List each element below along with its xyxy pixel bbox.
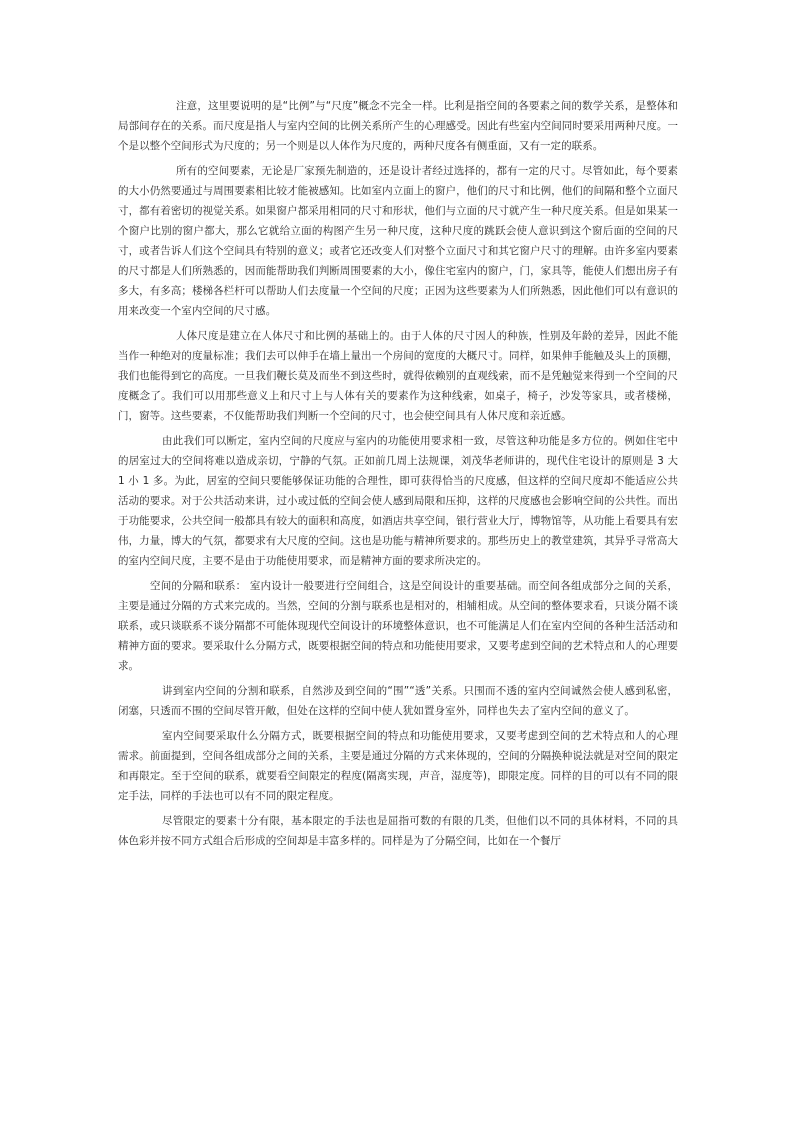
paragraph-proportion-vs-scale: 注意，这里要说明的是“比例”与“尺度”概念不完全一样。比利是指空间的各要素之间的数学关系，是整体和局部间存在的关系。而尺度是指人与室内空间的比例关系所产生的心理感受。因此有些室内空间同时要采用两种尺度。一个是以整个空间形式为尺度的；另一个则是以人体作为尺度的，两种尺度各有侧重面，又有一定的联系。 xyxy=(118,100,678,152)
paragraph-separation-and-connection: 空间的分隔和联系： 室内设计一般要进行空间组合，这是空间设计的重要基础。而空间各组成部分之间的关系，主要是通过分隔的方式来完成的。当然，空间的分割与联系也是相对的，相辅相成。从空间的整体要求看，只谈分隔不谈联系，或只谈联系不谈分隔都不可能体现现代空间设计的环境整体意识，也不可能满足人们在室内空间的各种生活活动和精神方面的要求。要采取什么分隔方式，既要根据空间的特点和功能使用要求，又要考虑到空间的艺术特点和人的心理要求。 xyxy=(118,580,678,672)
paragraph-spatial-elements: 所有的空间要素，无论是厂家预先制造的，还是设计者经过选择的，都有一定的尺寸。尽管如此，每个要素的大小仍然要通过与周围要素相比较才能被感知。比如室内立面上的窗户，他们的尺寸和比例，他们的间隔和整个立面尺寸，都有着密切的视觉关系。如果窗户都采用相同的尺寸和形状，他们与立面的尺寸就产生一种尺度关系。但是如果某一个窗户比别的窗户都大，那么它就给立面的构图产生另一种尺度，这种尺度的跳跃会使人意识到这个窗后面的空间的尺寸，或者告诉人们这个空间具有特别的意义；或者它还改变人们对整个立面尺寸和其它窗户尺寸的理解。由许多室内要素的尺寸都是人们所熟悉的，因而能帮助我们判断周围要素的大小，像住宅室内的窗户，门，家具等，能使人们想出房子有多大，有多高；楼梯各栏杆可以帮助人们去度量一个空间的尺度；正因为这些要素为人们所熟悉，因此他们可以有意识的用来改变一个室内空间的尺寸感。 xyxy=(118,165,678,317)
paragraph-limiting-elements: 尽管限定的要素十分有限，基本限定的手法也是屈指可数的有限的几类，但他们以不同的具体材料，不同的具体色彩并按不同方式组合后形成的空间却是丰富多样的。同样是为了分隔空间，比如在一个餐厅 xyxy=(118,815,678,847)
paragraph-function-and-scale: 由此我们可以断定，室内空间的尺度应与室内的功能使用要求相一致，尽管这种功能是多方位的。例如住宅中的居室过大的空间将难以造成亲切，宁静的气氛。正如前几周上法规课，刘茂华老师讲的，现代住宅设计的原则是 3 大 1 小 1 多。为此，居室的空间只要能够保证功能的合理性，即可获得恰当的尺度感，但这样的空间尺度却不能适应公共活动的要求。对于公共活动来讲，过小或过低的空间会使人感到局限和压抑，这样的尺度感也会影响空间的公共性。而出于功能要求，公共空间一般都具有较大的面积和高度，如酒店共享空间，银行营业大厅，博物馆等，从功能上看要具有宏伟，力量，博大的气氛，都要求有大尺度的空间。这也是功能与精神所要求的。那些历史上的教堂建筑，其异乎寻常高大的室内空间尺度，主要不是由于功能使用要求，而是精神方面的要求所决定的。 xyxy=(118,435,678,567)
paragraph-enclosure-transparency: 讲到室内空间的分割和联系，自然涉及到空间的“围”“透”关系。只围而不透的室内空间诚然会使人感到私密，闭塞，只透而不围的空间尽管开敞，但处在这样的空间中使人犹如置身室外，同样也失去了室内空间的意义了。 xyxy=(118,685,678,717)
paragraph-separation-methods: 室内空间要采取什么分隔方式，既要根据空间的特点和功能使用要求，又要考虑到空间的艺术特点和人的心理需求。前面提到，空间各组成部分之间的关系，主要是通过分隔的方式来体现的，空间的分隔换种说法就是对空间的限定和再限定。至于空间的联系，就要看空间限定的程度(隔离实现，声音，湿度等)，即限定度。同样的目的可以有不同的限定手法，同样的手法也可以有不同的限定程度。 xyxy=(118,730,678,802)
document-page xyxy=(118,96,678,856)
paragraph-human-scale: 人体尺度是建立在人体尺寸和比例的基础上的。由于人体的尺寸因人的种族，性别及年龄的差异，因此不能当作一种绝对的度量标准；我们去可以伸手在墙上量出一个房间的宽度的大概尺寸。同样，如果伸手能触及头上的顶棚，我们也能得到它的高度。一旦我们鞭长莫及而坐不到这些时，就得依赖别的直观线索，而不是凭触觉来得到一个空间的尺度概念了。我们可以用那些意义上和尺寸上与人体有关的要素作为这种线索，如桌子，椅子，沙发等家具，或者楼梯，门，窗等。这些要素，不仅能帮助我们判断一个空间的尺寸，也会使空间具有人体尺度和亲近感。 xyxy=(118,330,678,422)
